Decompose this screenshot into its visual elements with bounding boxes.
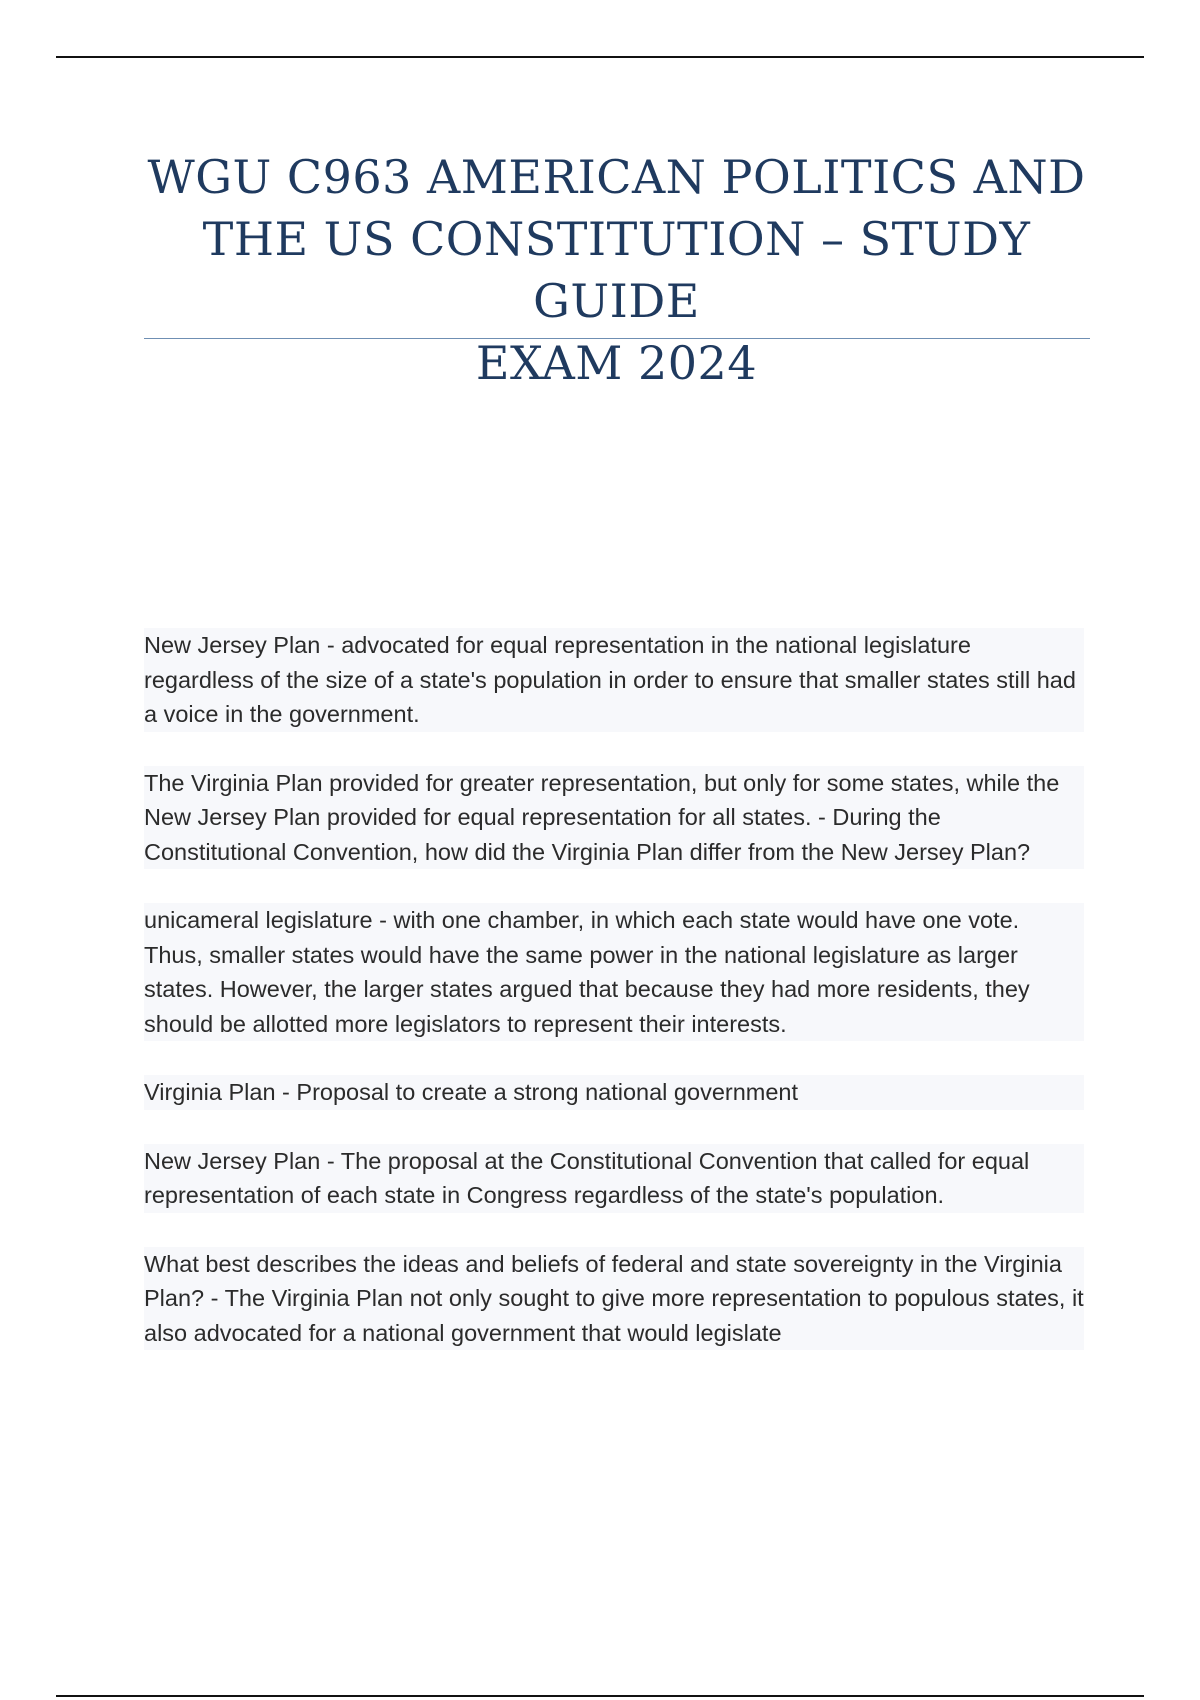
title-line-2: THE US CONSTITUTION – STUDY GUIDE	[202, 212, 1031, 328]
paragraph-new-jersey-plan-definition: New Jersey Plan - The proposal at the Constitutional Convention that called for equal representation of each state in Congress regardless of the state's population.	[144, 1144, 1084, 1213]
document-title	[144, 146, 1089, 394]
paragraph-virginia-plan: Virginia Plan - Proposal to create a strong national government	[144, 1075, 1084, 1110]
paragraph-unicameral-legislature: unicameral legislature - with one chamber, in which each state would have one vote. Thus, smaller states would have the same power in the national legislature as larger states. However, the larger states argued that because they had more residents, they should be allotted more legislators to represent their interests.	[144, 903, 1084, 1041]
paragraph-new-jersey-plan: New Jersey Plan - advocated for equal representation in the national legislature regardless of the size of a state's population in order to ensure that smaller states still had a voice in the government.	[144, 628, 1084, 732]
footer-rule	[56, 1695, 1144, 1697]
paragraph-virginia-vs-new-jersey: The Virginia Plan provided for greater representation, but only for some states, while the New Jersey Plan provided for equal representation for all states. - During the Constitutional Convention, how did the Virginia Plan differ from the New Jersey Plan?	[144, 766, 1084, 870]
title-underline	[144, 338, 1090, 339]
header-rule	[56, 56, 1144, 58]
title-line-1: WGU C963 AMERICAN POLITICS AND	[147, 150, 1086, 204]
title-line-3: EXAM 2024	[475, 336, 758, 390]
paragraph-federal-state-sovereignty: What best describes the ideas and beliefs of federal and state sovereignty in the Virginia Plan? - The Virginia Plan not only sought to give more representation to populous states, it also advocated for a national government that would legislate	[144, 1247, 1084, 1351]
document-body	[144, 628, 1084, 1384]
